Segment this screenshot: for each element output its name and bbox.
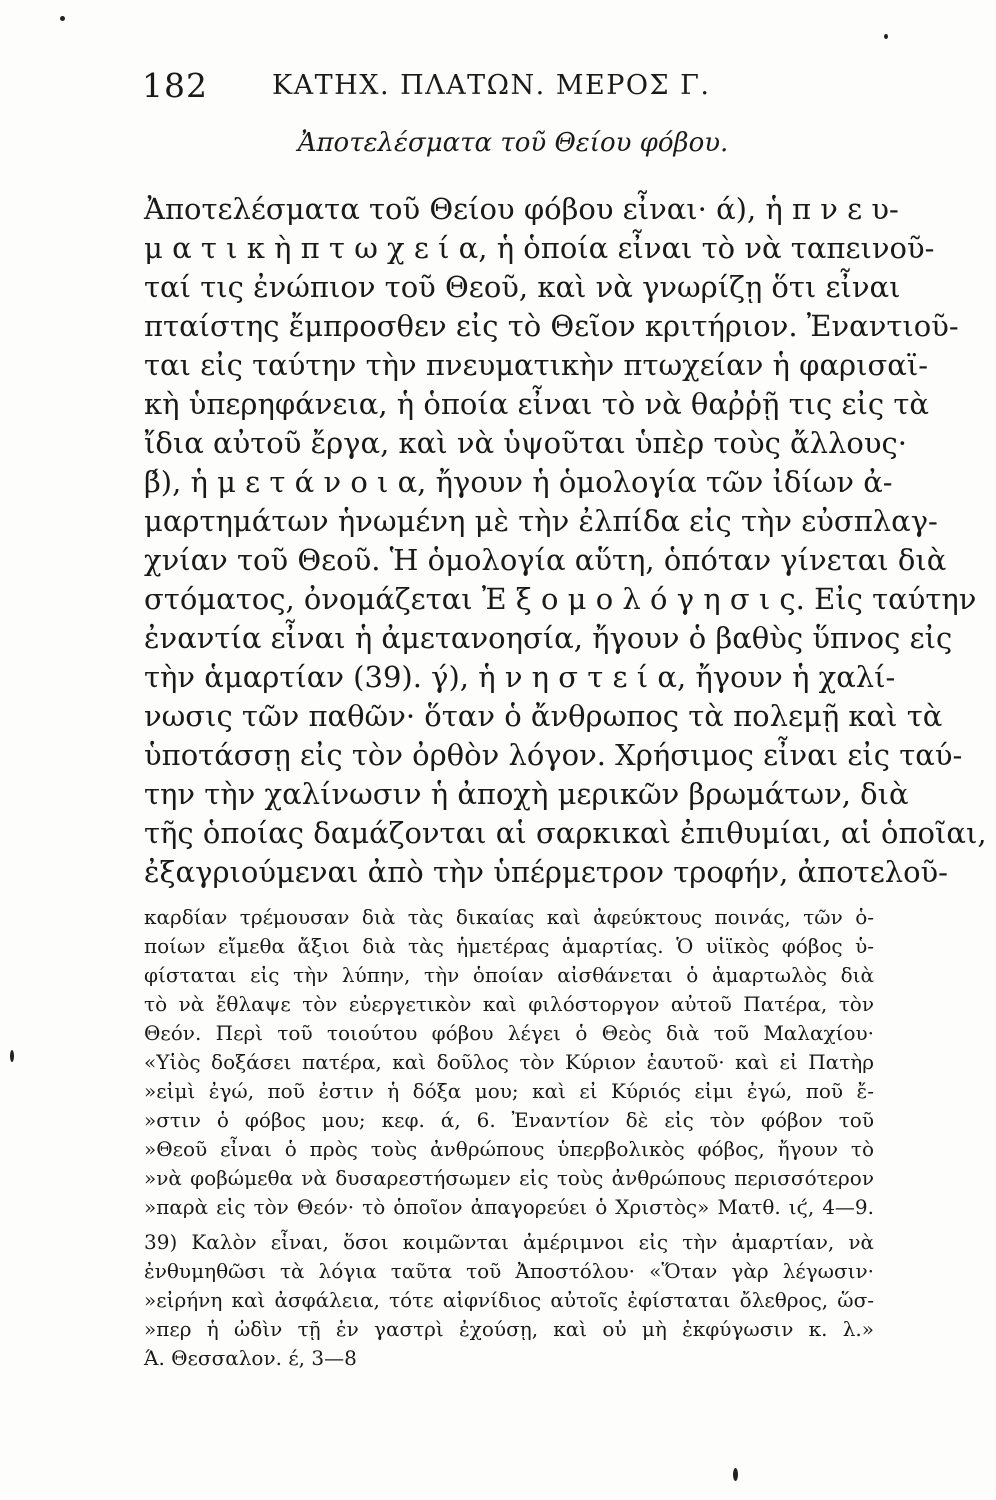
text-line: τὴν ἁμαρτίαν (39). γ́), ἡ ν η σ τ ε ί α, ἤγουν ἡ χαλί- [144, 660, 896, 694]
footnote-39-line: Ά. Θεσσαλον. έ, 3—8 [144, 1346, 357, 1370]
running-title: ΚΑΤΗΧ. ΠΛΑΤΩΝ. ΜΕΡΟΣ Γ. [272, 70, 711, 101]
text-line: μαρτημάτων ἡνωμένη μὲ τὴν ἐλπίδα εἰς τὴν εὐσπλαγ- [144, 504, 938, 538]
text-line: την τὴν χαλίνωσιν ἡ ἀποχὴ μερικῶν βρωμάτων, διὰ [144, 777, 909, 811]
text-line: πταίστης ἔμπροσθεν εἰς τὸ Θεῖον κριτήριον. Ἐναντιοῦ- [144, 309, 959, 343]
text-line: χνίαν τοῦ Θεοῦ. Ἡ ὁμολογία αὕτη, ὁπόταν γίνεται διὰ [144, 543, 947, 577]
footnote-line: τὸ νὰ ἔθλαψε τὸν εὐεργετικὸν καὶ φιλόστοργον αὐτοῦ Πατέρα, τὸν [144, 992, 874, 1016]
text-line: Ἀποτελέσματα τοῦ Θείου φόβου εἶναι· ά), ἡ π ν ε υ- [144, 192, 899, 226]
text-line: β́), ἡ μ ε τ ά ν ο ι α, ἤγουν ἡ ὁμολογία τῶν ἰδίων ἀ- [144, 465, 893, 499]
text-line: ὑποτάσσῃ εἰς τὸν ὀρθὸν λόγον. Χρήσιμος εἶναι εἰς ταύ- [144, 738, 963, 772]
footnote-39-line: ἐνθυμηθῶσι τὰ λόγια ταῦτα τοῦ Ἀποστόλου· «Ὅταν γὰρ λέγωσιν· [144, 1259, 874, 1283]
footnote-line: »Θεοῦ εἶναι ὁ πρὸς τοὺς ἀνθρώπους ὑπερβολικὸς φόβος, ἤγουν τὸ [144, 1137, 874, 1161]
footnote-line: »εἰμὶ ἐγώ, ποῦ ἐστιν ἡ δόξα μου; καὶ εἰ Κύριός εἰμι ἐγώ, ποῦ ἔ- [144, 1079, 874, 1103]
footnote-line: »νὰ φοβώμεθα νὰ δυσαρεστήσωμεν εἰς τοὺς ἀνθρώπους περισσότερον [144, 1166, 874, 1190]
footnote-line: φίσταται εἰς τὴν λύπην, τὴν ὁποίαν αἰσθάνεται ὁ ἁμαρτωλὸς διὰ [144, 963, 874, 987]
text-line: ταί τις ἐνώπιον τοῦ Θεοῦ, καὶ νὰ γνωρίζῃ ὅτι εἶναι [144, 270, 901, 304]
footnotes [144, 903, 874, 1373]
footnote-39-line: 39) Καλὸν εἶναι, ὅσοι κοιμῶνται ἀμέριμνοι εἰς τὴν ἁμαρτίαν, νὰ [144, 1230, 874, 1254]
footnote-line: Θεόν. Περὶ τοῦ τοιούτου φόβου λέγει ὁ Θεὸς διὰ τοῦ Μαλαχίου· [144, 1021, 874, 1045]
text-line: ἐξαγριούμεναι ἀπὸ τὴν ὑπέρμετρον τροφήν, ἀποτελοῦ- [144, 855, 948, 889]
ink-spot [884, 34, 888, 39]
section-title: Ἀποτελέσματα τοῦ Θείου φόβου. [297, 128, 729, 158]
text-line: ἴδια αὐτοῦ ἔργα, καὶ νὰ ὑψοῦται ὑπὲρ τοὺς ἄλλους· [144, 426, 907, 460]
text-line: ται εἰς ταύτην τὴν πνευματικὴν πτωχείαν ἡ φαρισαϊ- [144, 348, 928, 382]
footnote-line: «Υἱὸς δοξάσει πατέρα, καὶ δοῦλος τὸν Κύριον ἑαυτοῦ· καὶ εἰ Πατὴρ [144, 1050, 874, 1074]
footnote-line: καρδίαν τρέμουσαν διὰ τὰς δικαίας καὶ ἀφεύκτους ποινάς, τῶν ὁ- [144, 905, 874, 929]
footnote-line: »στιν ὁ φόβος μου; κεφ. ά, 6. Ἐναντίον δὲ εἰς τὸν φόβον τοῦ [144, 1108, 874, 1132]
running-head [142, 66, 872, 112]
text-line: νωσις τῶν παθῶν· ὅταν ὁ ἄνθρωπος τὰ πολεμῇ καὶ τὰ [144, 699, 943, 733]
footnote-line: »παρὰ εἰς τὸν Θεόν· τὸ ὁποῖον ἀπαγορεύει ὁ Χριστὸς» Ματθ. ιϛ́, 4—9. [144, 1195, 874, 1219]
page-number: 182 [142, 66, 208, 105]
text-line: τῆς ὁποίας δαμάζονται αἱ σαρκικαὶ ἐπιθυμίαι, αἱ ὁποῖαι, [144, 816, 987, 850]
text-line: στόματος, ὀνομάζεται Ἐ ξ ο μ ο λ ό γ η σ ι ς. Εἰς ταύτην [144, 582, 977, 616]
main-text [144, 190, 987, 892]
ink-spot [733, 1468, 738, 1481]
ink-spot [10, 1050, 14, 1062]
footnote-39-line: »περ ἡ ὠδὶν τῇ ἐν γαστρὶ ἐχούσῃ, καὶ οὐ μὴ ἐκφύγωσιν κ. λ.» [144, 1317, 874, 1341]
text-line: ἐναντία εἶναι ἡ ἀμετανοησία, ἤγουν ὁ βαθὺς ὕπνος εἰς [144, 621, 953, 655]
text-line: κὴ ὑπερηφάνεια, ἡ ὁποία εἶναι τὸ νὰ θαῤῥῇ τις εἰς τὰ [144, 387, 929, 421]
text-line: μ α τ ι κ ὴ π τ ω χ ε ί α, ἡ ὁποία εἶναι τὸ νὰ ταπεινοῦ- [144, 231, 935, 265]
footnote-39-line: »εἰρήνη καὶ ἀσφάλεια, τότε αἰφνίδιος αὐτοῖς ἐφίσταται ὄλεθρος, ὥσ- [144, 1288, 874, 1312]
ink-spot [60, 16, 65, 21]
footnote-line: ποίων εἴμεθα ἄξιοι διὰ τὰς ἡμετέρας ἁμαρτίας. Ὁ υἱϊκὸς φόβος ὑ- [144, 934, 874, 958]
